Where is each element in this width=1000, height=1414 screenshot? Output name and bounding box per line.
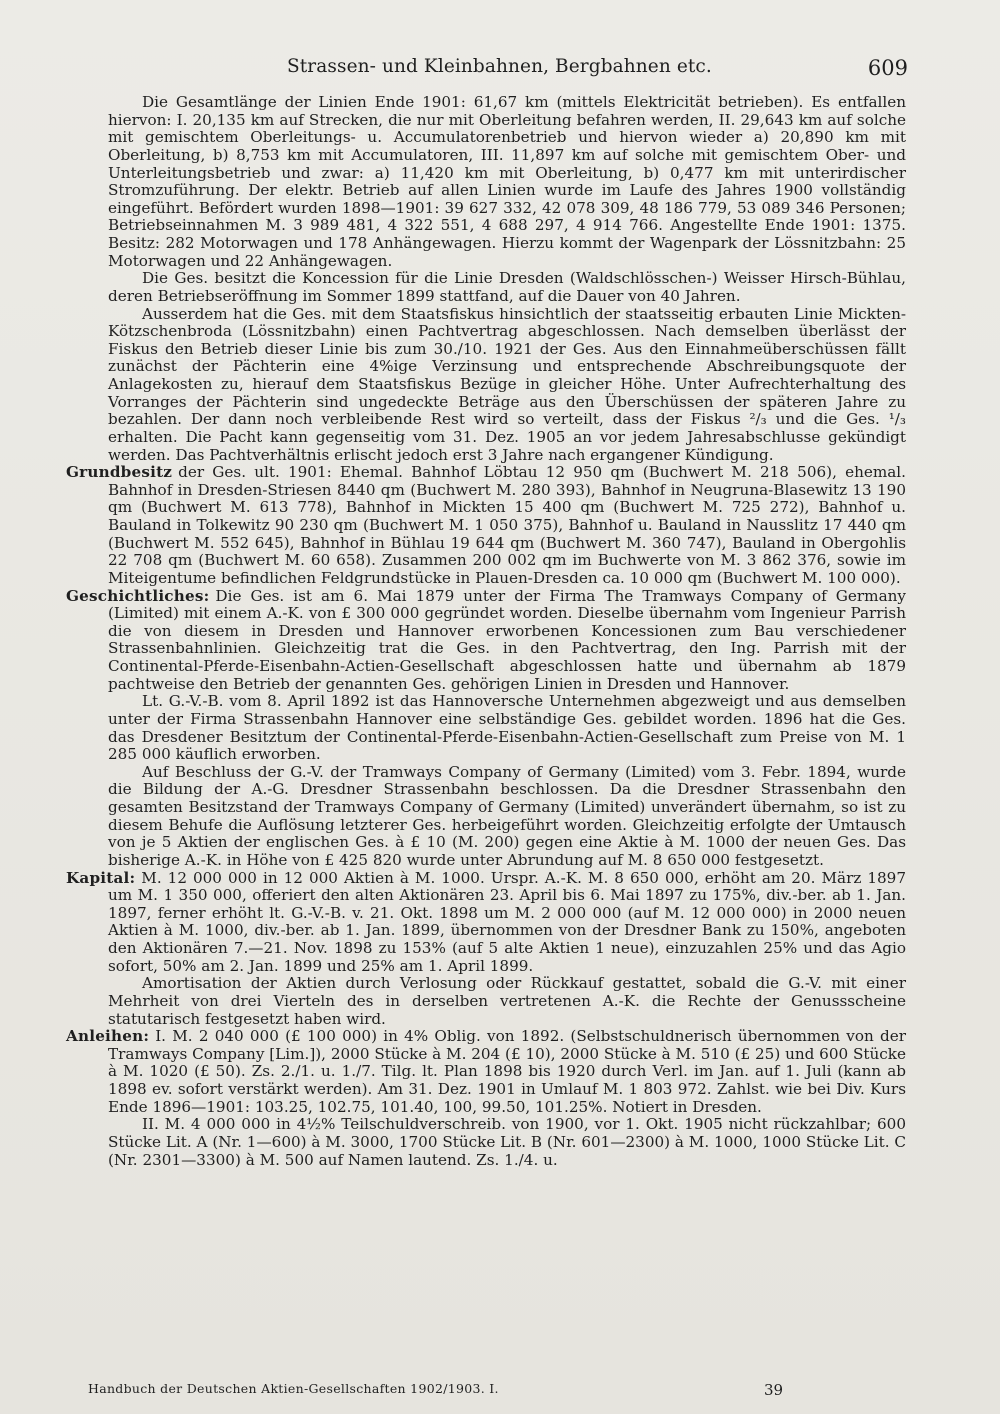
running-title: Strassen- und Kleinbahnen, Bergbahnen etc. bbox=[287, 56, 712, 77]
grundbesitz-heading: Grundbesitz bbox=[66, 463, 173, 482]
paragraph-pachtvertrag: Ausserdem hat die Ges. mit dem Staatsfiskus hinsichtlich der staatsseitig erbauten Linie Mickten-Kötzschenbroda (Lössnitzbahn) einen Pachtvertrag abgeschlossen. Nach demselben überlässt der Fiskus den Betrieb dieser Linie bis zum 30./10. 1921 der Ges. Aus den Einnahmeüberschüssen fällt zunächst der Pächterin eine 4%ige Verzinsung und entsprechende Abschreibungsquote der Anlagekosten zu, hierauf dem Staatsfiskus Bezüge in gleicher Höhe. Unter Aufrechterhaltung des Vorranges der Pächterin sind ungedeckte Beträge aus den Überschüssen der späteren Jahre zu bezahlen. Der dann noch verbleibende Rest wird so verteilt, dass der Fiskus ²/₃ und die Ges. ¹/₃ erhalten. Die Pacht kann gegenseitig vom 31. Dez. 1905 an vor jedem Jahresabschlusse gekündigt werden. Das Pachtverhältnis erlischt jedoch erst 3 Jahre nach ergangener Kündigung. bbox=[108, 304, 906, 464]
section-geschichtliches bbox=[66, 586, 906, 694]
paragraph-hannover: Lt. G.-V.-B. vom 8. April 1892 ist das Hannoversche Unternehmen abgezweigt und aus demselben unter der Firma Strassenbahn Hannover eine selbständige Ges. gebildet worden. 1896 hat die Ges. das Dresdener Besitztum der Continental-Pferde-Eisenbahn-Actien-Gesellschaft zum Preise von M. 1 285 000 käuflich erworben. bbox=[108, 692, 906, 764]
grundbesitz-text: der Ges. ult. 1901: Ehemal. Bahnhof Löbtau 12 950 qm (Buchwert M. 218 506), ehemal. Bahnhof in Dresden-Striesen 8440 qm (Buchwert M. 280 393), Bahnhof in Neugruna-Blasewitz 13 190 qm (Buchwert M. 613 778), Bahnhof in Mickten 15 400 qm (Buchwert M. 725 272), Bahnhof u. Bauland in Tolkewitz 90 230 qm (Buchwert M. 1 050 375), Bahnhof u. Bauland in Nausslitz 17 440 qm (Buchwert M. 552 645), Bahnhof in Bühlau 19 644 qm (Buchwert M. 360 747), Bauland in Obergohlis 22 708 qm (Buchwert M. 60 658). Zusammen 200 002 qm im Buchwerte von M. 3 862 376, sowie im Miteigentume befindlichen Feldgrundstücke in Plauen-Dresden ca. 10 000 qm (Buchwert M. 100 000). bbox=[108, 463, 906, 587]
geschichtliches-heading: Geschichtliches: bbox=[66, 586, 210, 605]
sheet-signature: 39 bbox=[764, 1381, 784, 1399]
section-anleihen bbox=[66, 1027, 906, 1116]
footer-publication: Handbuch der Deutschen Aktien-Gesellschaften 1902/1903. I. bbox=[88, 1381, 499, 1396]
paragraph-linien: Die Gesamtlänge der Linien Ende 1901: 61,67 km (mittels Elektricität betrieben). Es entfallen hiervon: I. 20,135 km auf Strecken, die nur mit Oberleitung befahren werden, II. 29,643 km auf solche mit gemischtem Oberleitungs- u. Accumulatorenbetrieb und hiervon wieder a) 20,890 km mit Oberleitung, b) 8,753 km mit Accumulatoren, III. 11,897 km auf solche mit gemischtem Ober- und Unterleitungsbetrieb und zwar: a) 11,420 km mit Oberleitung, b) 0,477 km mit unterirdischer Stromzuführung. Der elektr. Betrieb auf allen Linien wurde im Laufe des Jahres 1900 vollständig eingeführt. Befördert wurden 1898—1901: 39 627 332, 42 078 309, 48 186 779, 53 089 346 Personen; Betriebseinnahmen M. 3 989 481, 4 322 551, 4 688 297, 4 914 766. Angestellte Ende 1901: 1375. Besitz: 282 Motorwagen und 178 Anhängewagen. Hierzu kommt der Wagenpark der Lössnitzbahn: 25 Motorwagen und 22 Anhängewagen. bbox=[108, 93, 906, 270]
paragraph-beschluss: Auf Beschluss der G.-V. der Tramways Company of Germany (Limited) vom 3. Febr. 1894, wurde die Bildung der A.-G. Dresdner Strassenbahn beschlossen. Da die Dresdner Strassenbahn den gesamten Besitzstand der Tramways Company of Germany (Limited) unverändert übernahm, so ist zu diesem Behufe die Auflösung letzterer Ges. herbeigeführt worden. Gleichzeitig erfolgte der Umtausch von je 5 Aktien der englischen Ges. à £ 10 (M. 200) gegen eine Aktie à M. 1000 der neuen Ges. Das bisherige A.-K. in Höhe von £ 425 820 wurde unter Abrundung auf M. 8 650 000 festgesetzt. bbox=[108, 762, 906, 869]
page-header bbox=[0, 56, 1000, 84]
geschichtliches-text: Die Ges. ist am 6. Mai 1879 unter der Firma The Tramways Company of Germany (Limited) mit einem A.-K. von £ 300 000 gegründet worden. Dieselbe übernahm vom Ingenieur Parrish die von diesem in Dresden und Hannover erworbenen Koncessionen zum Bau verschiedener Strassenbahnlinien. Gleichzeitig trat die Ges. in den Pachtvertrag, den Ing. Parrish mit der Continental-Pferde-Eisenbahn-Actien-Gesellschaft abgeschlossen hatte und übernahm ab 1879 pachtweise den Betrieb der genannten Ges. gehörigen Linien in Dresden und Hannover. bbox=[108, 586, 906, 693]
paragraph-amortisation: Amortisation der Aktien durch Verlosung oder Rückkauf gestattet, sobald die G.-V. mit einer Mehrheit von drei Vierteln des in derselben vertretenen A.-K. die Rechte der Genussscheine statutarisch festgesetzt haben wird. bbox=[108, 974, 906, 1028]
kapital-heading: Kapital: bbox=[66, 868, 136, 887]
page-number: 609 bbox=[867, 56, 908, 80]
paragraph-koncession: Die Ges. besitzt die Koncession für die Linie Dresden (Waldschlösschen-) Weisser Hirsch-Bühlau, deren Betriebseröffnung im Sommer 1899 stattfand, auf die Dauer von 40 Jahren. bbox=[108, 269, 906, 305]
section-grundbesitz bbox=[66, 463, 906, 587]
paragraph-anleihe-ii: II. M. 4 000 000 in 4½% Teilschuldverschreib. von 1900, vor 1. Okt. 1905 nicht rückzahlbar; 600 Stücke Lit. A (Nr. 1—600) à M. 3000, 1700 Stücke Lit. B (Nr. 601—2300) à M. 1000, 1000 Stücke Lit. C (Nr. 2301—3300) à M. 500 auf Namen lautend. Zs. 1./4. u. bbox=[108, 1115, 906, 1169]
kapital-text: M. 12 000 000 in 12 000 Aktien à M. 1000. Urspr. A.-K. M. 8 650 000, erhöht am 20. März 1897 um M. 1 350 000, offeriert den alten Aktionären 23. April bis 6. Mai 1897 zu 175%, div.-ber. ab 1. Jan. 1897, ferner erhöht lt. G.-V.-B. v. 21. Okt. 1898 um M. 2 000 000 (auf M. 12 000 000) in 2000 neuen Aktien à M. 1000, div.-ber. ab 1. Jan. 1899, übernommen von der Dresdner Bank zu 150%, angeboten den Aktionären 7.—21. Nov. 1898 zu 153% (auf 5 alte Aktien 1 neue), einzuzahlen 25% und das Agio sofort, 50% am 2. Jan. 1899 und 25% am 1. April 1899. bbox=[108, 868, 906, 975]
anleihen-heading: Anleihen: bbox=[66, 1027, 150, 1046]
page-footer bbox=[88, 1381, 788, 1403]
section-kapital bbox=[66, 868, 906, 976]
body-text bbox=[66, 93, 906, 1169]
anleihen-text: I. M. 2 040 000 (£ 100 000) in 4% Oblig. von 1892. (Selbstschuldnerisch übernommen von der Tramways Company [Lim.]), 2000 Stücke à M. 204 (£ 10), 2000 Stücke à M. 510 (£ 25) und 600 Stücke à M. 1020 (£ 50). Zs. 2./1. u. 1./7. Tilg. lt. Plan 1898 bis 1920 durch Verl. im Jan. auf 1. Juli (kann ab 1898 ev. sofort verstärkt werden). Am 31. Dez. 1901 in Umlauf M. 1 803 972. Zahlst. wie bei Div. Kurs Ende 1896—1901: 103.25, 102.75, 101.40, 100, 99.50, 101.25%. Notiert in Dresden. bbox=[108, 1027, 906, 1116]
